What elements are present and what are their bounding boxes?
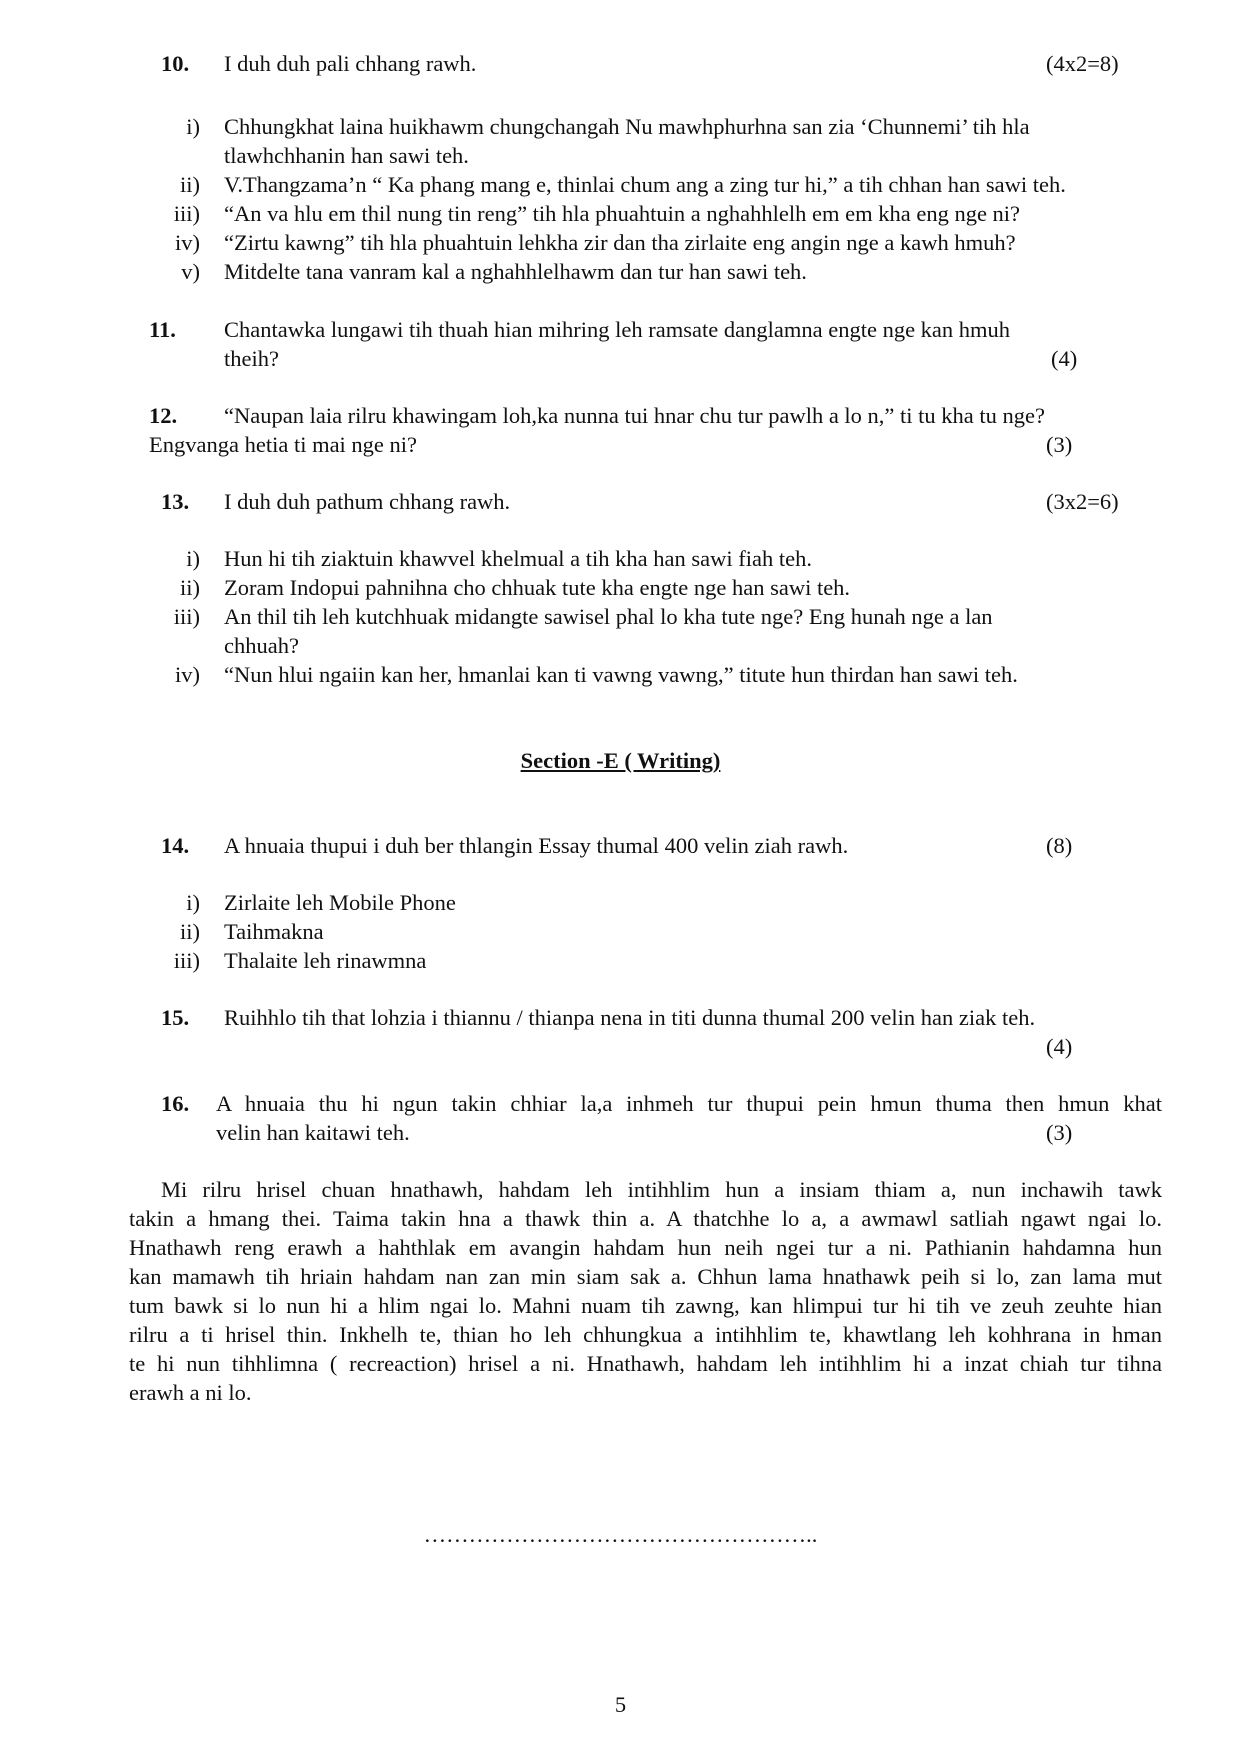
item-text-continued: chhuah? xyxy=(224,633,299,658)
question-marks: (4) xyxy=(1046,1034,1073,1059)
question-text: I duh duh pathum chhang rawh. xyxy=(224,489,511,514)
item-text: V.Thangzama’n “ Ka phang mang e, thinlai chum ang a zing tur hi,” a tih chhan han sawi teh. xyxy=(224,172,1066,197)
question-text-continued: velin han kaitawi teh. xyxy=(216,1120,410,1145)
item-text: “Nun hlui ngaiin kan her, hmanlai kan ti vawng vawng,” titute hun thirdan han sawi teh. xyxy=(224,662,1018,687)
item-numeral: iii) xyxy=(173,604,200,629)
item-numeral: iv) xyxy=(175,230,200,255)
question-number: 10. xyxy=(161,51,190,76)
section-heading: Section -E ( Writing) xyxy=(520,748,721,773)
question-number: 15. xyxy=(161,1005,190,1030)
question-text: Chantawka lungawi tih thuah hian mihring leh ramsate danglamna engte nge kan hmuh xyxy=(224,317,1011,342)
item-numeral: ii) xyxy=(180,575,200,600)
question-text-continued: Engvanga hetia ti mai nge ni? xyxy=(149,432,418,457)
item-text: “Zirtu kawng” tih hla phuahtuin lehkha zir dan tha zirlaite eng angin nge a kawh hmuh? xyxy=(224,230,1016,255)
item-numeral: iii) xyxy=(173,948,200,973)
question-text: “Naupan laia rilru khawingam loh,ka nunna tui hnar chu tur pawlh a lo n,” ti tu kha tu nge? xyxy=(224,403,1046,428)
passage-line: tum bawk si lo nun hi a hlim ngai lo. Mahni nuam tih zawng, kan hlimpui tur hi tih ve zeuh zeuhte hian xyxy=(129,1293,1162,1318)
item-numeral: iii) xyxy=(173,201,200,226)
passage-line: takin a hmang thei. Taima takin hna a thawk thin a. A thatchhe lo a, a awmawl satliah ngawt ngai lo. xyxy=(129,1206,1162,1231)
item-numeral: ii) xyxy=(180,919,200,944)
question-marks: (3) xyxy=(1046,1120,1073,1145)
item-numeral: i) xyxy=(186,890,200,915)
item-text: Zoram Indopui pahnihna cho chhuak tute kha engte nge han sawi teh. xyxy=(224,575,851,600)
item-numeral: iv) xyxy=(175,662,200,687)
passage-line: Mi rilru hrisel chuan hnathawh, hahdam leh intihhlim hun a insiam thiam a, nun inchawih tawk xyxy=(161,1177,1162,1202)
question-text: A hnuaia thu hi ngun takin chhiar la,a inhmeh tur thupui pein hmun thuma then hmun khat xyxy=(216,1091,1162,1116)
item-text: Mitdelte tana vanram kal a nghahhlelhawm dan tur han sawi teh. xyxy=(224,259,807,284)
end-of-paper-dots: …………………………………………….. xyxy=(423,1522,818,1547)
item-text: Chhungkhat laina huikhawm chungchangah Nu mawhphurhna san zia ‘Chunnemi’ tih hla xyxy=(224,114,1030,139)
item-numeral: i) xyxy=(186,546,200,571)
item-text: Taihmakna xyxy=(224,919,324,944)
item-text: Zirlaite leh Mobile Phone xyxy=(224,890,456,915)
item-numeral: i) xyxy=(186,114,200,139)
passage-line: te hi nun tihhlimna ( recreaction) hrisel a ni. Hnathawh, hahdam leh intihhlim hi a inzat chiah tur tihna xyxy=(129,1351,1162,1376)
passage-line: erawh a ni lo. xyxy=(129,1380,252,1405)
question-marks: (3x2=6) xyxy=(1046,489,1119,514)
passage-line: kan mamawh tih hriain hahdam nan zan min siam sak a. Chhun lama hnathawk peih si lo, zan lama mut xyxy=(129,1264,1162,1289)
question-marks: (4) xyxy=(1051,346,1078,371)
question-number: 11. xyxy=(149,317,176,342)
item-text-continued: tlawhchhanin han sawi teh. xyxy=(224,143,469,168)
question-number: 16. xyxy=(161,1091,190,1116)
question-number: 12. xyxy=(149,403,178,428)
question-marks: (4x2=8) xyxy=(1046,51,1119,76)
item-text: Hun hi tih ziaktuin khawvel khelmual a tih kha han sawi fiah teh. xyxy=(224,546,812,571)
question-number: 14. xyxy=(161,833,190,858)
item-text: An thil tih leh kutchhuak midangte sawisel phal lo kha tute nge? Eng hunah nge a lan xyxy=(224,604,993,629)
item-text: Thalaite leh rinawmna xyxy=(224,948,427,973)
question-marks: (3) xyxy=(1046,432,1073,457)
page-number: 5 xyxy=(614,1692,627,1717)
item-numeral: v) xyxy=(181,259,200,284)
question-number: 13. xyxy=(161,489,190,514)
question-text: A hnuaia thupui i duh ber thlangin Essay thumal 400 velin ziah rawh. xyxy=(224,833,849,858)
question-marks: (8) xyxy=(1046,833,1073,858)
question-text: Ruihhlo tih that lohzia i thiannu / thianpa nena in titi dunna thumal 200 velin han ziak teh. xyxy=(224,1005,1036,1030)
item-numeral: ii) xyxy=(180,172,200,197)
passage-line: Hnathawh reng erawh a hahthlak em avangin hahdam hun neih ngei tur a ni. Pathianin hahdamna hun xyxy=(129,1235,1162,1260)
passage-line: rilru a ti hrisel thin. Inkhelh te, thian ho leh chhungkua a intihhlim te, khawtlang leh kohhrana in hman xyxy=(129,1322,1162,1347)
question-text: I duh duh pali chhang rawh. xyxy=(224,51,477,76)
question-text-continued: theih? xyxy=(224,346,279,371)
item-text: “An va hlu em thil nung tin reng” tih hla phuahtuin a nghahhlelh em em kha eng nge ni? xyxy=(224,201,1021,226)
